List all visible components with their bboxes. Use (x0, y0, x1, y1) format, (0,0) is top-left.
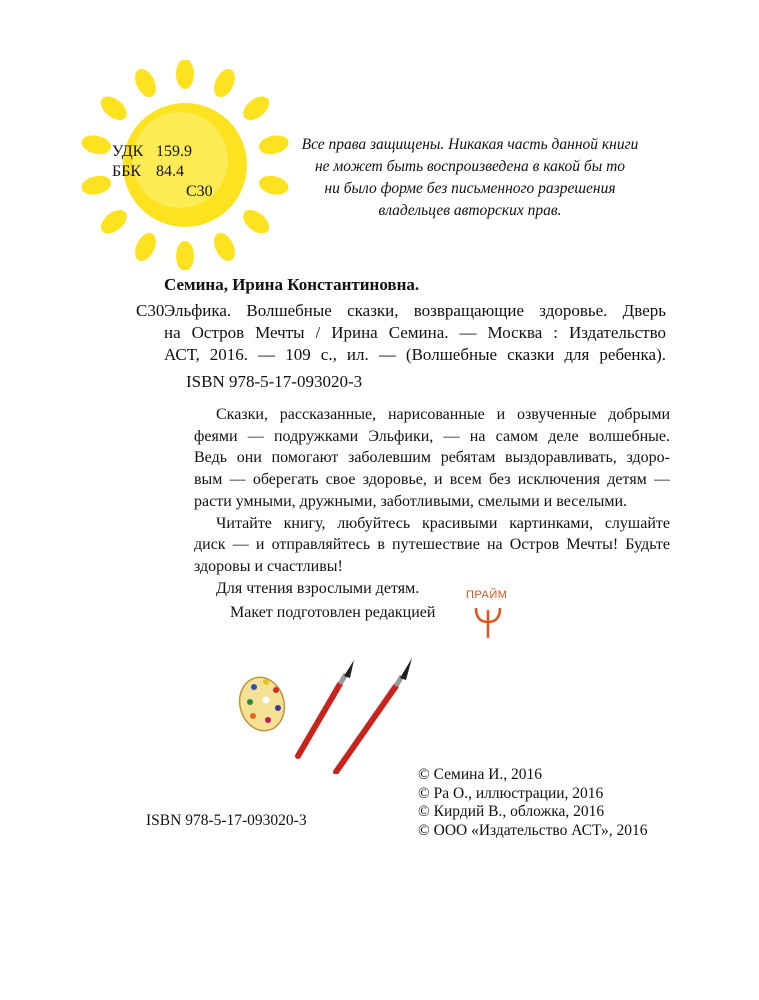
bib-line: Эльфика. Волшебные сказки, возвращающие здоровье. Дверь (164, 301, 666, 320)
sun-ray (97, 92, 132, 125)
prepared-by: Макет подготовлен редакцией (230, 604, 436, 621)
palette-icon (236, 672, 290, 736)
annotation-line: здоровы и счастливы! (194, 557, 343, 575)
short-brush-icon (298, 660, 354, 756)
annotation-line: вым — оберегать свое здоровье, и всем без исключения детям — (194, 471, 670, 489)
copyright-block (418, 766, 648, 840)
annotation (194, 404, 670, 599)
sun-ray (97, 205, 132, 238)
isbn-bottom: ISBN 978-5-17-093020-3 (146, 812, 307, 829)
bib-line: АСТ, 2016. — 109 с., ил. — (Волшебные сказки для ребенка). (164, 345, 666, 364)
sun-ray (210, 66, 239, 101)
palette-brushes-illustration (236, 654, 436, 774)
publisher-logo-text: ПРАЙМ (466, 589, 508, 601)
bib-code: С30 (136, 301, 165, 320)
copyright-line: © ООО «Издательство АСТ», 2016 (418, 821, 648, 839)
annotation-line: Для чтения взрослыми детям. (216, 579, 420, 597)
rights-line: не может быть воспроизведена в какой бы то (314, 158, 626, 175)
author-heading: Семина, Ирина Константиновна. (164, 275, 420, 294)
copyright-line: © Ра О., иллюстрации, 2016 (418, 784, 604, 802)
sun-ray (80, 133, 113, 157)
author-mark: С30 (186, 183, 213, 200)
annotation-line: диск — и отправляйтесь в путешествие на Остров Мечты! Будьте (194, 536, 670, 554)
annotation-line: Читайте книгу, любуйтесь красивыми картинками, слушайте (216, 514, 670, 532)
annotation-line: расти умными, дружными, заботливыми, смелыми и веселыми. (194, 492, 628, 510)
publisher-logo-icon (470, 604, 506, 640)
copyright-line: © Семина И., 2016 (418, 766, 543, 783)
bibliographic-record (136, 300, 666, 366)
rights-line: Все права защищены. Никакая часть данной книги (301, 136, 639, 153)
sun-ray (210, 230, 239, 265)
bbk-code: ББК 84.4 (112, 163, 184, 180)
isbn-top: ISBN 978-5-17-093020-3 (186, 372, 363, 391)
sun-ray (131, 230, 160, 265)
rights-notice (290, 134, 650, 222)
sun-ray (257, 173, 290, 197)
sun-ray (176, 60, 194, 89)
udk-code: УДК 159.9 (112, 143, 192, 160)
sun-ray (239, 205, 274, 238)
rights-line: ни было форме без письменного разрешения (324, 180, 616, 197)
sun-ray (131, 66, 160, 101)
bib-line: на Остров Мечты / Ирина Семина. — Москва : Издательство (164, 323, 666, 342)
rights-line: владельцев авторских прав. (378, 202, 562, 219)
sun-ray (239, 92, 274, 125)
sun-ray (257, 133, 290, 157)
sun-ray (80, 173, 113, 197)
copyright-line: © Кирдий В., обложка, 2016 (418, 803, 605, 820)
annotation-line: феями — подружками Эльфики, — на самом деле волшебные. (194, 427, 670, 445)
annotation-line: Ведь они помогают заболевшим ребятам выздоравливать, здоро- (194, 449, 670, 467)
sun-ray (176, 241, 194, 270)
annotation-line: Сказки, рассказанные, нарисованные и озвученные добрыми (216, 406, 670, 423)
